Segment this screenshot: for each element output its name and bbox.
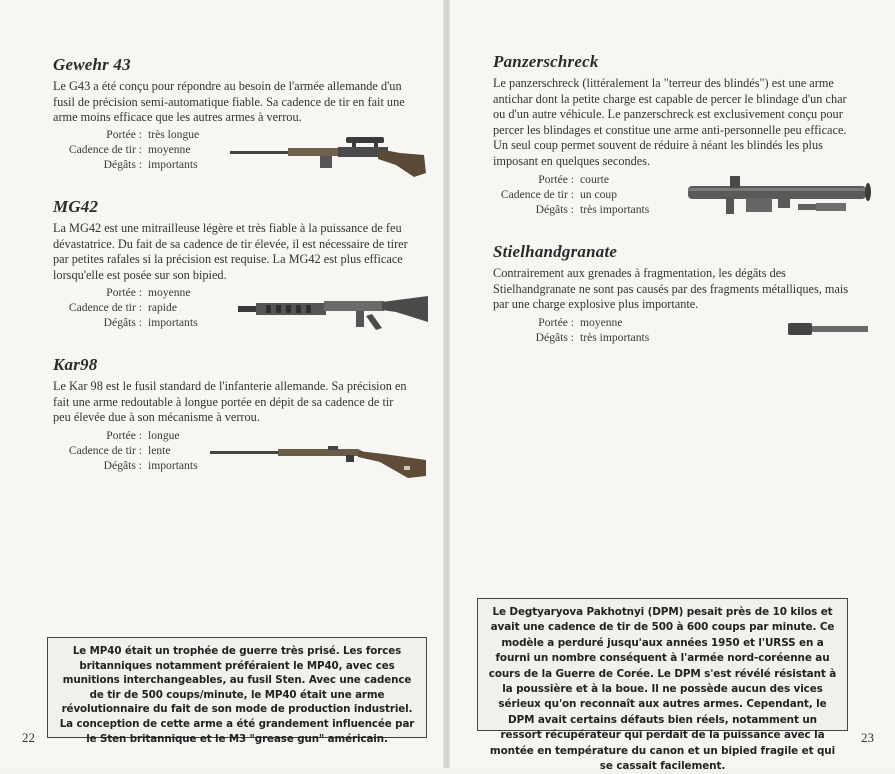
stat-label: Dégâts : <box>535 202 574 216</box>
stat-label: Cadence de tir : <box>68 443 142 457</box>
weapon-stats-kar98 <box>42 429 198 473</box>
stat-label: Portée : <box>538 316 574 329</box>
right-page <box>450 0 895 773</box>
stat-value: moyenne <box>148 286 191 299</box>
stat-value: courte <box>580 173 609 186</box>
stat-label: Dégâts : <box>103 458 142 472</box>
stat-label: Cadence de tir : <box>68 300 142 314</box>
page-number-left: 22 <box>22 730 35 745</box>
weapon-stats-panzerschreck <box>474 173 649 217</box>
weapon-stats-stielhandgranate <box>474 316 649 346</box>
page-number-right: 23 <box>861 730 874 745</box>
dpm-note-box <box>477 598 848 773</box>
stat-value: longue <box>148 429 180 442</box>
stat-label: Cadence de tir : <box>500 187 574 201</box>
stat-value: moyenne <box>580 316 623 329</box>
stat-value: rapide <box>148 300 177 314</box>
stat-label: Cadence de tir : <box>68 142 142 156</box>
weapon-stats-mg42 <box>42 286 198 330</box>
bolt-rifle-icon <box>208 442 430 482</box>
weapon-title: Gewehr 43 <box>53 55 131 74</box>
stat-value: importants <box>148 157 198 171</box>
stat-value: très longue <box>148 128 200 141</box>
weapon-description: La MG42 est une mitrailleuse légère et très fiable à la puissance de feu dévastatrice. Du fait de sa cadence de tir élevée, il est nécessaire de tirer par petites rafales si la précision est requise. La MG42 est plus efficace lorsqu'elle est posée sur son bipied. <box>53 221 408 282</box>
weapon-description: Le G43 a été conçu pour répondre au besoin de l'armée allemande d'un fusil de précision semi-automatique fiable. Sa cadence de tir en fait une arme moins efficace que les autres armes à verrou. <box>53 79 405 125</box>
stat-value: très importants <box>580 330 650 344</box>
weapon-title: Stielhandgranate <box>493 242 618 261</box>
stat-value: moyenne <box>148 142 191 156</box>
weapon-panzerschreck <box>493 52 853 170</box>
weapon-title: Kar98 <box>53 355 98 374</box>
weapon-title: Panzerschreck <box>493 52 599 71</box>
weapon-gewehr-43 <box>53 55 413 126</box>
stat-value: très importants <box>580 202 650 216</box>
stick-grenade-icon <box>786 321 870 337</box>
stat-label: Portée : <box>106 286 142 299</box>
weapon-description: Le Kar 98 est le fusil standard de l'infanterie allemande. Sa précision en fait une arme redoutable à longue portée en dépit de sa cadence de tir peu élevée due à son mécanisme à verrou. <box>53 379 407 425</box>
machine-gun-icon <box>236 294 430 334</box>
stat-label: Dégâts : <box>535 330 574 344</box>
weapon-description: Le panzerschreck (littéralement la "terreur des blindés") est une arme antichar dont la petite charge est capable de percer le blindage d'un char ou d'un autre véhicule. Le panzerschreck est exclusivement conçu pour percer les blindages et constitue une arme anti-personnelle peu efficace. Un seul coup permet souvent de réduire à néant les blindés les plus imposant en quelques secondes. <box>493 76 847 168</box>
stat-value: importants <box>148 315 198 329</box>
stat-value: lente <box>148 443 171 457</box>
weapon-stielhandgranate <box>493 242 853 313</box>
stat-label: Portée : <box>106 429 142 442</box>
stat-value: un coup <box>580 187 618 201</box>
weapon-mg42 <box>53 197 413 283</box>
stat-label: Portée : <box>538 173 574 186</box>
stat-label: Portée : <box>106 128 142 141</box>
weapon-description: Contrairement aux grenades à fragmentation, les dégâts des Stielhandgranate ne sont pas causés par des fragments métalliques, mais par une charge explosive plus importante. <box>493 266 849 312</box>
scoped-rifle-icon <box>228 133 428 181</box>
weapon-stats-gewehr-43 <box>42 128 199 172</box>
rocket-launcher-icon <box>686 174 872 218</box>
left-page <box>0 0 446 768</box>
stat-label: Dégâts : <box>103 157 142 171</box>
weapon-kar98 <box>53 355 413 426</box>
weapon-title: MG42 <box>53 197 99 216</box>
note-text: Le MP40 était un trophée de guerre très prisé. Les forces britanniques notamment préféraient le MP40, avec ces munitions interchangeables, au fusil Sten. Avec une cadence de tir de 500 coups/minute, le MP40 était une arme révolutionnaire du fait de son mode de production industriel. La conception de cette arme a été grandement influencée par le Sten britannique et le M3 "grease gun" américain. <box>59 645 415 745</box>
stat-value: importants <box>148 458 198 472</box>
mp40-note-box <box>47 637 427 745</box>
stat-label: Dégâts : <box>103 315 142 329</box>
note-text: Le Degtyaryova Pakhotnyi (DPM) pesait près de 10 kilos et avait une cadence de tir de 500 à 600 coups par minute. Ce modèle a perduré jusqu'aux années 1950 et l'URSS en a fourni un nombre conséquent à l'armée nord-coréenne au cours de la Guerre de Corée. Le DPM s'est révélé résistant à la poussière et à la boue. Il ne possède aucun des vices sérieux qu'on reconnaît aux autres armes. Cependant, le DPM avait certains défauts bien réels, notamment un ressort récupérateur qui perdait de la puissance avec la montée en température du canon et un bipied fragile et qui se cassait facilement. <box>488 606 837 773</box>
